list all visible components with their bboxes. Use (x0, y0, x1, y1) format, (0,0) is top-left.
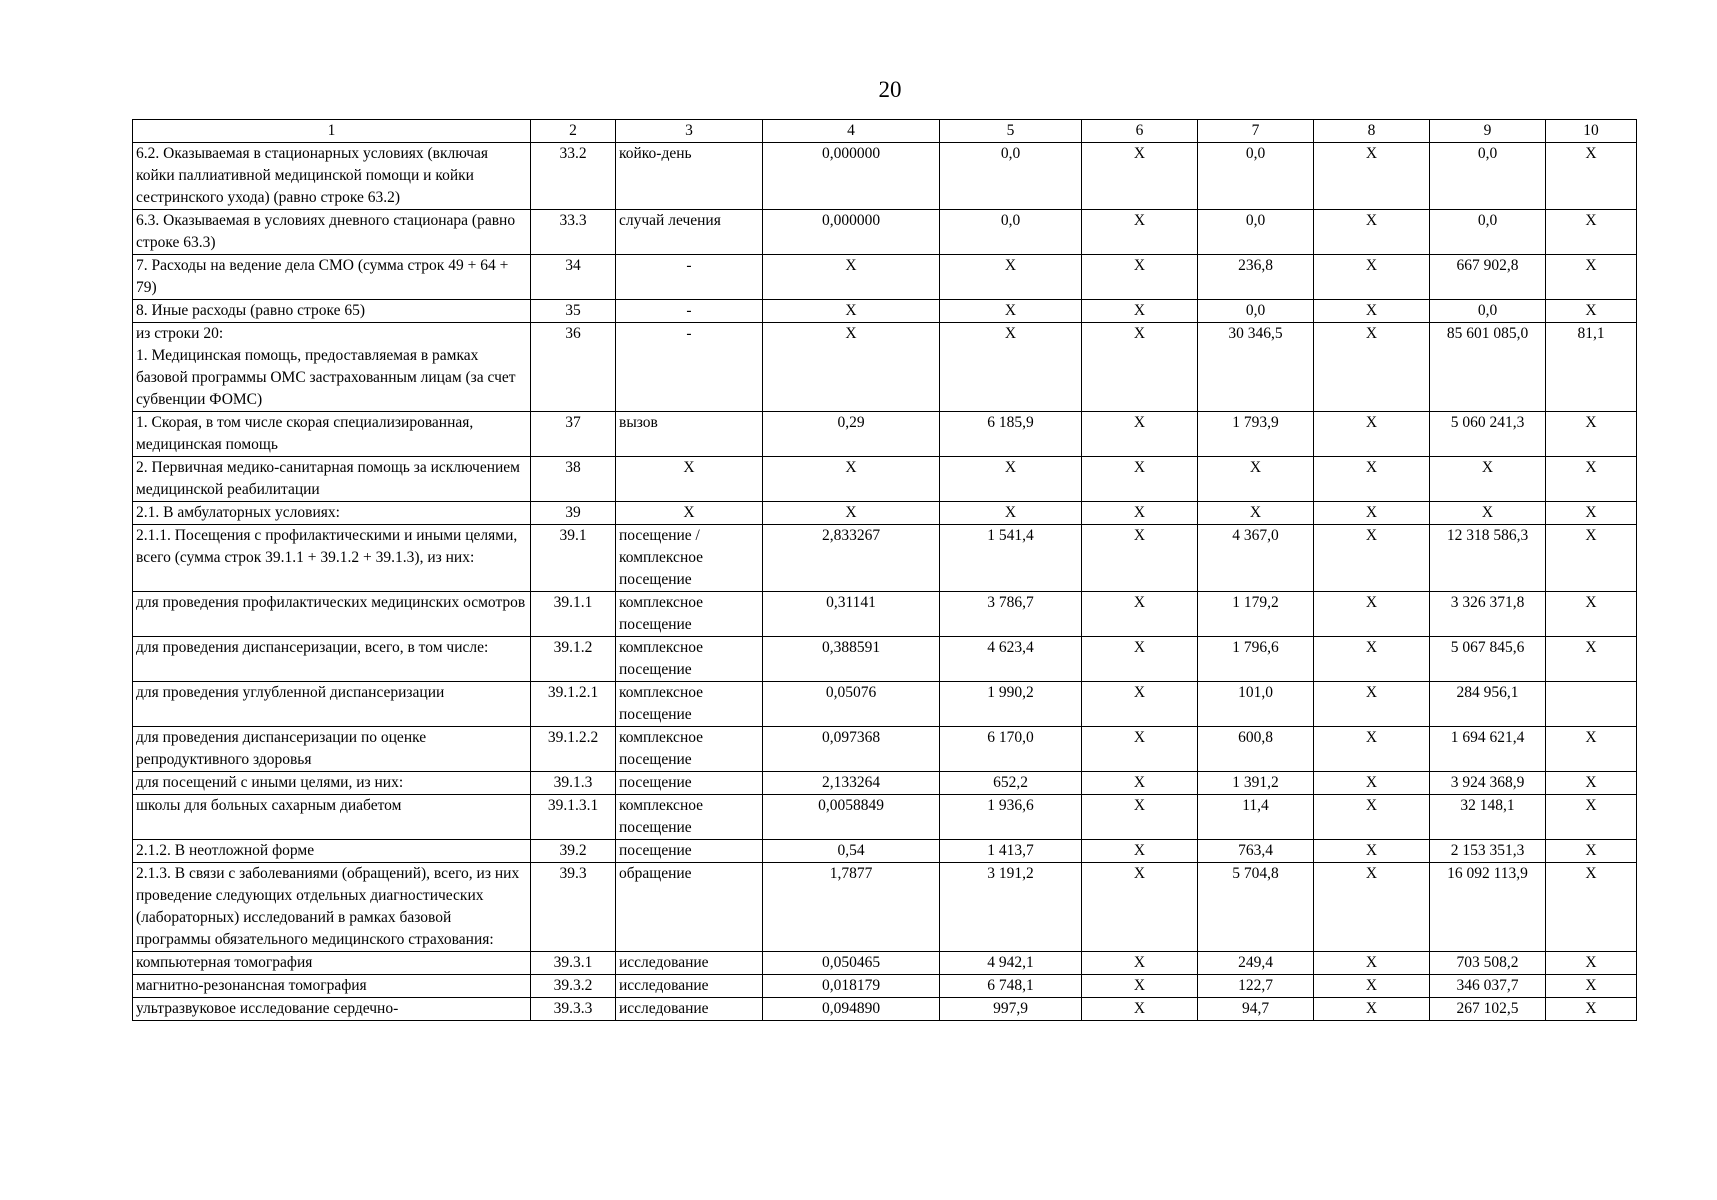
row-value-cell: 39.1.3.1 (531, 795, 616, 840)
column-number: 2 (531, 120, 616, 143)
row-value-cell: X (616, 502, 763, 525)
row-value-cell: X (763, 502, 940, 525)
table-row (133, 727, 1637, 772)
row-value-cell: 2,833267 (763, 525, 940, 592)
row-value-cell: 2,133264 (763, 772, 940, 795)
row-value-cell: X (1546, 637, 1637, 682)
row-value-cell: комплексное посещение (616, 727, 763, 772)
row-value-cell: 3 786,7 (940, 592, 1082, 637)
row-value-cell: X (1314, 255, 1430, 300)
row-value-cell: X (1430, 457, 1546, 502)
row-value-cell: X (1082, 772, 1198, 795)
row-value-cell: - (616, 255, 763, 300)
row-value-cell: посещение (616, 840, 763, 863)
row-value-cell: X (1082, 840, 1198, 863)
row-value-cell: X (940, 457, 1082, 502)
row-value-cell: 39 (531, 502, 616, 525)
row-value-cell: X (1314, 727, 1430, 772)
row-value-cell: X (1314, 975, 1430, 998)
row-value-cell: 39.1.2.2 (531, 727, 616, 772)
row-value-cell: 1 391,2 (1198, 772, 1314, 795)
row-value-cell: X (1314, 772, 1430, 795)
row-value-cell: X (1314, 998, 1430, 1021)
row-value-cell: 39.3 (531, 863, 616, 952)
row-value-cell: 36 (531, 323, 616, 412)
row-value-cell: 4 942,1 (940, 952, 1082, 975)
row-value-cell: X (1546, 457, 1637, 502)
row-value-cell: X (1430, 502, 1546, 525)
row-value-cell: исследование (616, 998, 763, 1021)
row-value-cell: X (940, 255, 1082, 300)
row-value-cell: X (1082, 952, 1198, 975)
row-value-cell: 1 541,4 (940, 525, 1082, 592)
row-value-cell: X (1314, 323, 1430, 412)
row-value-cell: X (1082, 592, 1198, 637)
row-name-cell: 8. Иные расходы (равно строке 65) (133, 300, 531, 323)
row-value-cell: 1,7877 (763, 863, 940, 952)
row-value-cell: X (1314, 412, 1430, 457)
row-value-cell: 1 413,7 (940, 840, 1082, 863)
row-value-cell: обращение (616, 863, 763, 952)
row-value-cell: X (1546, 525, 1637, 592)
row-value-cell: X (1546, 502, 1637, 525)
row-value-cell: 997,9 (940, 998, 1082, 1021)
row-value-cell: X (1082, 143, 1198, 210)
row-name-cell: 2.1.1. Посещения с профилактическими и иными целями, всего (сумма строк 39.1.1 + 39.1.2 + 39.1.3), из них: (133, 525, 531, 592)
row-value-cell: X (940, 300, 1082, 323)
row-value-cell: 0,05076 (763, 682, 940, 727)
row-value-cell: 30 346,5 (1198, 323, 1314, 412)
row-value-cell: 33.3 (531, 210, 616, 255)
row-value-cell: 284 956,1 (1430, 682, 1546, 727)
row-value-cell: X (1546, 255, 1637, 300)
row-value-cell: посещение (616, 772, 763, 795)
row-value-cell: X (1082, 682, 1198, 727)
row-name-cell: для посещений с иными целями, из них: (133, 772, 531, 795)
table-row (133, 457, 1637, 502)
column-number: 10 (1546, 120, 1637, 143)
row-value-cell: 0,388591 (763, 637, 940, 682)
row-value-cell: X (763, 300, 940, 323)
row-value-cell: 39.1.2 (531, 637, 616, 682)
row-value-cell: X (1082, 502, 1198, 525)
row-value-cell: X (1082, 727, 1198, 772)
row-value-cell: X (1546, 975, 1637, 998)
row-value-cell: 81,1 (1546, 323, 1637, 412)
row-value-cell: 1 793,9 (1198, 412, 1314, 457)
row-value-cell: комплексное посещение (616, 795, 763, 840)
row-name-cell: 6.3. Оказываемая в условиях дневного стационара (равно строке 63.3) (133, 210, 531, 255)
row-value-cell: 6 185,9 (940, 412, 1082, 457)
row-value-cell: X (1082, 525, 1198, 592)
row-value-cell: 0,54 (763, 840, 940, 863)
row-value-cell: X (1314, 457, 1430, 502)
table-row (133, 323, 1637, 412)
row-value-cell: X (1314, 952, 1430, 975)
row-value-cell: X (1082, 412, 1198, 457)
row-value-cell: 37 (531, 412, 616, 457)
row-value-cell: 0,0 (1430, 210, 1546, 255)
row-value-cell: 667 902,8 (1430, 255, 1546, 300)
row-value-cell: 3 924 368,9 (1430, 772, 1546, 795)
row-name-cell: 7. Расходы на ведение дела СМО (сумма строк 49 + 64 + 79) (133, 255, 531, 300)
row-value-cell: X (1082, 300, 1198, 323)
row-value-cell: комплексное посещение (616, 592, 763, 637)
row-value-cell: 0,0 (1198, 210, 1314, 255)
row-value-cell: 0,000000 (763, 143, 940, 210)
row-value-cell: X (1314, 502, 1430, 525)
row-value-cell: 5 067 845,6 (1430, 637, 1546, 682)
row-value-cell: 39.2 (531, 840, 616, 863)
row-value-cell: 763,4 (1198, 840, 1314, 863)
row-value-cell: X (1314, 592, 1430, 637)
page-number: 20 (878, 77, 902, 102)
row-value-cell: 0,29 (763, 412, 940, 457)
row-value-cell: X (1546, 143, 1637, 210)
row-value-cell: 39.1.1 (531, 592, 616, 637)
row-value-cell: X (1198, 502, 1314, 525)
row-value-cell: 85 601 085,0 (1430, 323, 1546, 412)
row-value-cell: X (1082, 255, 1198, 300)
row-name-cell: из строки 20: 1. Медицинская помощь, предоставляемая в рамках базовой программы ОМС застрахованным лицам (за счет субвенции ФОМС) (133, 323, 531, 412)
row-name-cell: компьютерная томография (133, 952, 531, 975)
table-row (133, 637, 1637, 682)
row-value-cell: 6 748,1 (940, 975, 1082, 998)
column-number: 4 (763, 120, 940, 143)
column-number: 5 (940, 120, 1082, 143)
row-name-cell: 6.2. Оказываемая в стационарных условиях (включая койки паллиативной медицинской помощи и койки сестринского ухода) (равно строке 63.2) (133, 143, 531, 210)
row-value-cell: койко-день (616, 143, 763, 210)
row-value-cell: X (1082, 457, 1198, 502)
row-value-cell: 39.3.1 (531, 952, 616, 975)
row-name-cell: 1. Скорая, в том числе скорая специализированная, медицинская помощь (133, 412, 531, 457)
row-value-cell: 1 694 621,4 (1430, 727, 1546, 772)
row-value-cell: 122,7 (1198, 975, 1314, 998)
row-value-cell: 0,018179 (763, 975, 940, 998)
row-value-cell: X (1198, 457, 1314, 502)
table-row (133, 502, 1637, 525)
row-value-cell: 236,8 (1198, 255, 1314, 300)
row-value-cell: 346 037,7 (1430, 975, 1546, 998)
row-value-cell: 600,8 (1198, 727, 1314, 772)
row-value-cell: 5 060 241,3 (1430, 412, 1546, 457)
row-value-cell: исследование (616, 975, 763, 998)
row-value-cell: комплексное посещение (616, 637, 763, 682)
row-value-cell: X (940, 323, 1082, 412)
row-value-cell: 0,0 (1198, 143, 1314, 210)
row-name-cell: школы для больных сахарным диабетом (133, 795, 531, 840)
row-value-cell: X (1546, 795, 1637, 840)
row-value-cell: 4 367,0 (1198, 525, 1314, 592)
row-value-cell: 0,0 (1198, 300, 1314, 323)
row-value-cell: 16 092 113,9 (1430, 863, 1546, 952)
row-name-cell: ультразвуковое исследование сердечно- (133, 998, 531, 1021)
column-number-row (133, 120, 1637, 143)
row-value-cell: X (1546, 412, 1637, 457)
table-row (133, 592, 1637, 637)
row-value-cell: X (1546, 210, 1637, 255)
row-value-cell: X (1546, 727, 1637, 772)
row-value-cell: X (1314, 863, 1430, 952)
row-value-cell: 35 (531, 300, 616, 323)
row-value-cell: посещение / комплексное посещение (616, 525, 763, 592)
row-value-cell: 0,0 (1430, 300, 1546, 323)
row-value-cell: X (1546, 592, 1637, 637)
row-value-cell: 0,050465 (763, 952, 940, 975)
row-value-cell: 1 796,6 (1198, 637, 1314, 682)
row-value-cell: 249,4 (1198, 952, 1314, 975)
row-value-cell: 1 990,2 (940, 682, 1082, 727)
row-value-cell: 0,094890 (763, 998, 940, 1021)
row-value-cell: X (1082, 998, 1198, 1021)
table-row (133, 412, 1637, 457)
row-value-cell: вызов (616, 412, 763, 457)
row-name-cell: 2.1. В амбулаторных условиях: (133, 502, 531, 525)
row-value-cell: 1 179,2 (1198, 592, 1314, 637)
row-value-cell (1546, 682, 1637, 727)
row-value-cell: 703 508,2 (1430, 952, 1546, 975)
row-value-cell: X (1546, 998, 1637, 1021)
table-row (133, 863, 1637, 952)
row-name-cell: 2.1.3. В связи с заболеваниями (обращений), всего, из них проведение следующих отдельных диагностических (лабораторных) исследований в рамках базовой программы обязательного медицинского страхования: (133, 863, 531, 952)
row-value-cell: 4 623,4 (940, 637, 1082, 682)
row-value-cell: 652,2 (940, 772, 1082, 795)
row-value-cell: 39.1.2.1 (531, 682, 616, 727)
row-value-cell: X (1546, 772, 1637, 795)
row-value-cell: X (1314, 143, 1430, 210)
row-value-cell: X (1082, 637, 1198, 682)
row-value-cell: исследование (616, 952, 763, 975)
row-value-cell: случай лечения (616, 210, 763, 255)
row-value-cell: 94,7 (1198, 998, 1314, 1021)
row-value-cell: 12 318 586,3 (1430, 525, 1546, 592)
row-value-cell: 5 704,8 (1198, 863, 1314, 952)
column-number: 3 (616, 120, 763, 143)
row-value-cell: 32 148,1 (1430, 795, 1546, 840)
row-value-cell: 33.2 (531, 143, 616, 210)
row-value-cell: X (1314, 300, 1430, 323)
row-value-cell: X (763, 323, 940, 412)
row-value-cell: 38 (531, 457, 616, 502)
row-value-cell: 1 936,6 (940, 795, 1082, 840)
row-value-cell: 0,0058849 (763, 795, 940, 840)
table-row (133, 975, 1637, 998)
row-name-cell: для проведения диспансеризации по оценке репродуктивного здоровья (133, 727, 531, 772)
row-value-cell: 0,0 (1430, 143, 1546, 210)
table-row (133, 143, 1637, 210)
row-value-cell: комплексное посещение (616, 682, 763, 727)
row-value-cell: 3 326 371,8 (1430, 592, 1546, 637)
row-value-cell: 0,097368 (763, 727, 940, 772)
column-number: 1 (133, 120, 531, 143)
row-value-cell: X (1082, 863, 1198, 952)
table-row (133, 795, 1637, 840)
column-number: 9 (1430, 120, 1546, 143)
row-value-cell: X (940, 502, 1082, 525)
row-value-cell: X (1314, 637, 1430, 682)
row-value-cell: X (763, 457, 940, 502)
row-value-cell: X (1082, 795, 1198, 840)
row-value-cell: X (1082, 975, 1198, 998)
row-value-cell: 39.1 (531, 525, 616, 592)
row-value-cell: - (616, 300, 763, 323)
table-row (133, 255, 1637, 300)
row-value-cell: 0,31141 (763, 592, 940, 637)
row-value-cell: X (1082, 210, 1198, 255)
row-value-cell: X (1314, 210, 1430, 255)
row-value-cell: - (616, 323, 763, 412)
row-value-cell: 2 153 351,3 (1430, 840, 1546, 863)
row-value-cell: 11,4 (1198, 795, 1314, 840)
row-value-cell: 39.3.2 (531, 975, 616, 998)
column-number: 8 (1314, 120, 1430, 143)
data-table (132, 119, 1637, 1021)
row-value-cell: 267 102,5 (1430, 998, 1546, 1021)
row-value-cell: 3 191,2 (940, 863, 1082, 952)
table-body (133, 120, 1637, 1021)
row-value-cell: X (1546, 863, 1637, 952)
row-value-cell: X (1314, 840, 1430, 863)
row-name-cell: для проведения углубленной диспансеризации (133, 682, 531, 727)
row-name-cell: 2. Первичная медико-санитарная помощь за исключением медицинской реабилитации (133, 457, 531, 502)
row-value-cell: X (1082, 323, 1198, 412)
row-value-cell: X (1314, 682, 1430, 727)
row-value-cell: X (616, 457, 763, 502)
row-value-cell: X (1546, 840, 1637, 863)
table-row (133, 682, 1637, 727)
row-value-cell: X (1314, 525, 1430, 592)
row-value-cell: 0,000000 (763, 210, 940, 255)
row-value-cell: 0,0 (940, 143, 1082, 210)
table-row (133, 998, 1637, 1021)
row-value-cell: 34 (531, 255, 616, 300)
table-row (133, 840, 1637, 863)
row-name-cell: для проведения диспансеризации, всего, в том числе: (133, 637, 531, 682)
row-value-cell: X (1314, 795, 1430, 840)
row-value-cell: 101,0 (1198, 682, 1314, 727)
row-name-cell: магнитно-резонансная томография (133, 975, 531, 998)
row-value-cell: 6 170,0 (940, 727, 1082, 772)
table-row (133, 300, 1637, 323)
table-row (133, 952, 1637, 975)
column-number: 6 (1082, 120, 1198, 143)
row-value-cell: X (1546, 300, 1637, 323)
row-value-cell: 39.1.3 (531, 772, 616, 795)
row-value-cell: 39.3.3 (531, 998, 616, 1021)
table-row (133, 210, 1637, 255)
row-name-cell: для проведения профилактических медицинских осмотров (133, 592, 531, 637)
row-name-cell: 2.1.2. В неотложной форме (133, 840, 531, 863)
row-value-cell: X (1546, 952, 1637, 975)
row-value-cell: 0,0 (940, 210, 1082, 255)
column-number: 7 (1198, 120, 1314, 143)
row-value-cell: X (763, 255, 940, 300)
table-row (133, 525, 1637, 592)
table-row (133, 772, 1637, 795)
